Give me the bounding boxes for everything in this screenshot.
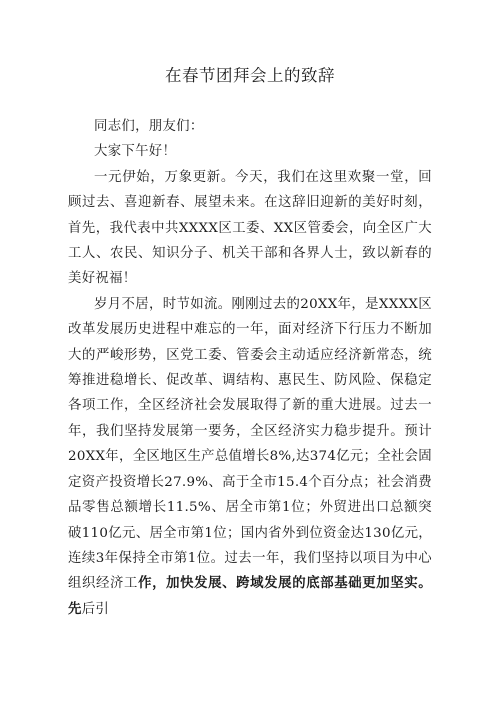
review-paragraph bbox=[68, 292, 432, 622]
greeting-paragraph: 大家下午好！ bbox=[94, 144, 177, 160]
continuation-text: 后引 bbox=[81, 601, 110, 617]
emphasized-text: 作，加快发展、跨域发展的底部基础更加坚实。 bbox=[138, 575, 432, 592]
emphasized-tail: 先 bbox=[68, 600, 82, 617]
document-title: 在春节团拜会上的致辞 bbox=[165, 66, 335, 85]
document-body bbox=[68, 114, 432, 622]
review-paragraph-text: 岁月不居，时节如流。刚刚过去的20XX年，是XXXX区改革发展历史进程中难忘的一年，面对经济下行压力不断加大的严峻形势，区党工委、管委会主动适应经济新常态，统筹推进稳增长、促改革、调结构、惠民生、防风险、保稳定各项工作，全区经济社会发展取得了新的重大进展。过去一年，我们坚持发展第一要务，全区经济实力稳步提升。预计20XX年，全区地区生产总值增长8%,达374亿元；全社会固定资产投资增长27.9%、高于全市15.4个百分点；社会消费品零售总额增长11.5%、居全市第1位；外贸进出口总额突破110亿元、居全市第1位；国内省外到位资金达130亿元，连续3年保持全市第1位。过去一年，我们坚持以项目为中心组织经济工 bbox=[68, 296, 432, 592]
salutation-paragraph: 同志们，朋友们： bbox=[94, 119, 204, 134]
opening-paragraph: 一元伊始，万象更新。今天，我们在这里欢聚一堂，回顾过去、喜迎新春、展望未来。在这辞旧迎新的美好时刻，首先，我代表中共XXXX区工委、XX区管委会，向全区广大工人、农民、知识分子、机关干部和各界人士，致以新春的美好祝福！ bbox=[68, 169, 432, 287]
